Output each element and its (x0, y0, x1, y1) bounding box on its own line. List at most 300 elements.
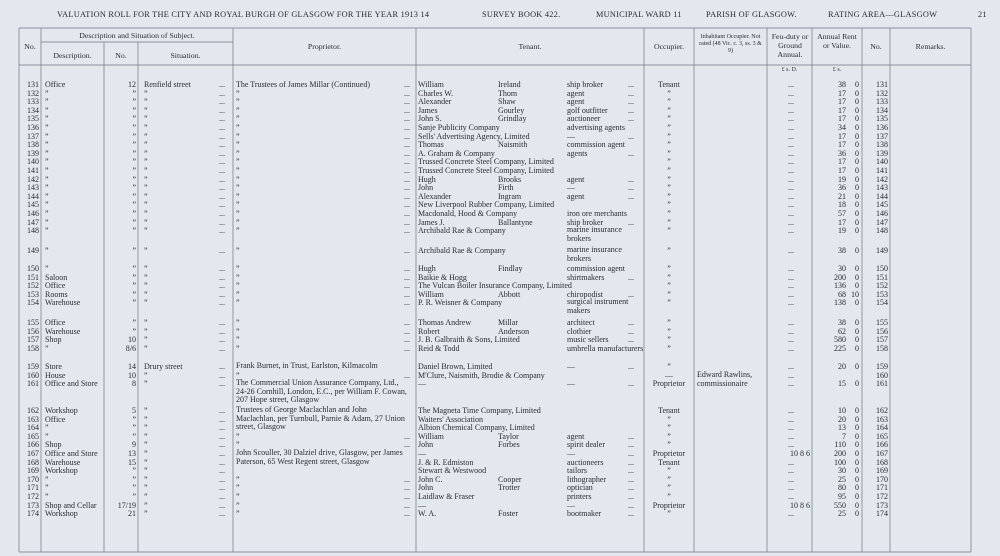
entry-leader-dots: ... (219, 114, 225, 124)
entry-tenant-surname: Shaw (498, 97, 516, 107)
entry-tenant-name: J. & R. Edmiston (418, 457, 474, 467)
entry-number-right: 166 (876, 440, 888, 450)
entry-number-right: 149 (876, 246, 888, 255)
entry-situation: ” (144, 379, 148, 389)
entry-leader-dots: ... (404, 509, 410, 519)
col-header-no: No. (24, 42, 36, 51)
entry-number-right: 131 (876, 80, 888, 89)
entry-tenant-surname: Millar (498, 318, 518, 327)
entry-number: 158 (27, 343, 39, 353)
entry-street-number: ” (132, 272, 136, 282)
entry-tenant-name: Sells' Advertising Agency, Limited (418, 131, 530, 141)
entry-situation: ” (144, 466, 148, 476)
entry-number: 140 (27, 157, 39, 167)
entry-leader-dots: ... (628, 431, 634, 441)
entry-rent-shillings: 0 (855, 80, 859, 89)
entry-rent-shillings: 0 (855, 131, 859, 141)
entry-leader-dots: ... (404, 343, 410, 353)
entry-number: 170 (27, 474, 39, 484)
entry-situation: ” (144, 97, 148, 107)
entry-occupier: ” (667, 148, 671, 158)
entry-number-right: 154 (876, 298, 888, 308)
entry-number: 149 (27, 246, 39, 255)
entry-number: 159 (27, 362, 39, 371)
feu-leader-dots: ... (788, 226, 794, 236)
entry-proprietor: ” (236, 272, 240, 282)
feu-leader-dots: ... (788, 457, 794, 467)
entry-occupier: ” (667, 272, 671, 282)
entry-street-number: ” (132, 148, 136, 158)
entry-occupier: Proprietor (652, 500, 686, 510)
entry-number-right: 142 (876, 174, 888, 184)
entry-tenant-trade: advertising agents (567, 123, 625, 132)
entry-proprietor: ” (236, 174, 240, 184)
entry-number: 174 (27, 509, 39, 519)
entry-number-right: 169 (876, 466, 888, 476)
entry-rent-shillings: 0 (855, 474, 859, 484)
entry-leader-dots: ... (404, 97, 410, 107)
entry-description: ” (45, 174, 49, 184)
entry-situation: ” (144, 200, 148, 210)
entry-occupier: ” (667, 492, 671, 501)
entry-leader-dots: ... (404, 183, 410, 193)
entry-tenant-trade: marine insurance brokers (567, 225, 622, 243)
entry-tenant-name: Alexander (418, 191, 452, 201)
entry-number-right: 146 (876, 209, 888, 218)
entry-proprietor: ” (236, 226, 240, 236)
feu-leader-dots: ... (788, 131, 794, 141)
entry-tenant-trade: agent (567, 88, 585, 98)
entry-number: 168 (27, 457, 39, 467)
entry-occupier: ” (667, 166, 671, 175)
entry-street-number: 5 (132, 406, 136, 415)
entry-feu-duty: 10 8 6 (790, 500, 810, 510)
entry-number-right: 173 (876, 500, 888, 510)
entry-description: Workshop (45, 466, 78, 476)
entry-rent-shillings: 0 (855, 123, 859, 132)
entry-description: ” (45, 343, 49, 353)
entry-leader-dots: ... (404, 131, 410, 141)
feu-leader-dots: ... (788, 466, 794, 476)
entry-number: 173 (27, 500, 39, 510)
entry-occupier: ” (667, 343, 671, 353)
entry-leader-dots: ... (404, 318, 410, 327)
entry-situation: ” (144, 131, 148, 141)
col-header-number: No. (115, 51, 127, 60)
entry-situation: ” (144, 226, 148, 236)
entry-leader-dots: ... (219, 191, 225, 201)
entry-tenant-name: John C. (418, 474, 443, 484)
entry-number-right: 136 (876, 123, 888, 132)
entry-occupier: ” (667, 246, 671, 255)
municipal-ward: MUNICIPAL WARD 11 (596, 10, 682, 19)
entry-leader-dots: ... (219, 166, 225, 175)
feu-leader-dots: ... (788, 140, 794, 150)
entry-rent-pounds: 136 (834, 281, 846, 291)
entry-street-number: ” (132, 88, 136, 98)
entry-tenant-trade: agent (567, 174, 585, 184)
entry-street-number: 8 (132, 379, 136, 389)
entry-tenant-trade: chiropodist (567, 289, 603, 299)
entry-tenant-surname: Forbes (498, 440, 520, 450)
entry-street-number: 17/19 (117, 500, 136, 510)
rating-area: RATING AREA—GLASGOW (828, 10, 938, 19)
entry-rent-shillings: 0 (855, 440, 859, 450)
entry-street-number: ” (132, 200, 136, 210)
entry-tenant-surname: Grindlay (498, 114, 527, 124)
entry-leader-dots: ... (404, 246, 410, 255)
entry-description: Store (45, 362, 62, 371)
entry-description: Office (45, 414, 66, 424)
entry-tenant-name: Sanje Publicity Company (418, 123, 500, 132)
entry-tenant-name: John (418, 483, 434, 493)
entry-proprietor: ” (236, 483, 240, 493)
entry-rent-shillings: 0 (855, 492, 859, 501)
entry-description: Rooms (45, 289, 68, 299)
entry-street-number: 15 (128, 457, 136, 467)
entry-tenant-trade: printers (567, 492, 592, 501)
entry-proprietor: ” (236, 440, 240, 450)
entry-rent-pounds: 200 (834, 449, 846, 458)
entry-number: 135 (27, 114, 39, 124)
entry-occupier: ” (667, 318, 671, 327)
feu-leader-dots: ... (788, 123, 794, 132)
entry-number: 165 (27, 431, 39, 441)
entry-rent-pounds: 17 (838, 131, 846, 141)
entry-rent-pounds: 20 (838, 362, 846, 371)
entry-tenant-name: J. B. Galbraith & Sons, Limited (418, 335, 520, 345)
entry-tenant-name: Charles W. (418, 88, 454, 98)
entry-rent-pounds: 13 (838, 423, 846, 433)
entry-description: ” (45, 217, 49, 227)
entry-tenant-name: James (418, 105, 438, 115)
entry-rent-pounds: 30 (838, 264, 846, 273)
entry-proprietor: ” (236, 123, 240, 132)
entry-number-right: 133 (876, 97, 888, 107)
entry-description: ” (45, 483, 49, 493)
entry-rent-shillings: 0 (855, 326, 859, 336)
entry-rent-pounds: 38 (838, 318, 846, 327)
entry-rent-shillings: 0 (855, 246, 859, 255)
entry-leader-dots: ... (219, 200, 225, 210)
entry-number-right: 153 (876, 289, 888, 299)
entry-rent-pounds: 20 (838, 414, 846, 424)
entry-situation: ” (144, 449, 148, 458)
entry-occupier: ” (667, 264, 671, 273)
entry-tenant-trade: — (567, 362, 575, 371)
entry-leader-dots: ... (628, 289, 634, 299)
entry-rent-pounds: 36 (838, 148, 846, 158)
entry-situation: ” (144, 183, 148, 193)
entry-proprietor: ” (236, 157, 240, 167)
entry-leader-dots: ... (628, 440, 634, 450)
entry-description: ” (45, 264, 49, 273)
entry-rent-shillings: 0 (855, 272, 859, 282)
entry-description: ” (45, 209, 49, 218)
entry-number-right: 156 (876, 326, 888, 336)
entry-number-right: 140 (876, 157, 888, 167)
entry-number: 134 (27, 105, 39, 115)
entry-tenant-trade: — (567, 449, 575, 458)
entry-tenant-surname: Taylor (498, 431, 519, 441)
entry-leader-dots: ... (404, 200, 410, 210)
entry-rent-shillings: 0 (855, 200, 859, 210)
entry-situation: ” (144, 174, 148, 184)
entry-leader-dots: ... (219, 362, 225, 371)
entry-occupier: ” (667, 289, 671, 299)
entry-description: ” (45, 166, 49, 175)
feu-leader-dots: ... (788, 483, 794, 493)
entry-situation: ” (144, 105, 148, 115)
entry-proprietor: ” (236, 200, 240, 210)
entry-tenant-trade: shirtmakers (567, 272, 605, 282)
entry-leader-dots: ... (219, 217, 225, 227)
entry-leader-dots: ... (219, 318, 225, 327)
entry-tenant-name: A. Graham & Company (418, 148, 495, 158)
entry-tenant-trade: commission agent (567, 140, 625, 150)
entry-number-right: 143 (876, 183, 888, 193)
col-header-feu: Feu-duty or Ground Annual. (771, 32, 809, 59)
entry-rent-pounds: 17 (838, 157, 846, 167)
entry-situation: ” (144, 509, 148, 519)
entry-leader-dots: ... (628, 148, 634, 158)
entry-description: Office (45, 281, 66, 291)
entry-occupier: ” (667, 217, 671, 227)
entry-number-right: 167 (876, 449, 888, 458)
entry-rent-shillings: 0 (855, 318, 859, 327)
entry-tenant-trade: agent (567, 191, 585, 201)
entry-tenant-surname: Gourley (498, 105, 525, 115)
entry-situation: Renfield street (144, 80, 191, 89)
entry-tenant-name: William (418, 289, 444, 299)
entry-description: ” (45, 246, 49, 255)
entry-rent-pounds: 17 (838, 140, 846, 150)
entry-leader-dots: ... (219, 289, 225, 299)
entry-description: ” (45, 105, 49, 115)
entry-rent-pounds: 36 (838, 183, 846, 193)
entry-leader-dots: ... (628, 131, 634, 141)
entry-street-number: 13 (128, 449, 136, 458)
entry-number: 167 (27, 449, 39, 458)
entry-leader-dots: ... (219, 140, 225, 150)
entry-rent-pounds: 19 (838, 226, 846, 236)
entry-situation: ” (144, 318, 148, 327)
entry-situation: ” (144, 423, 148, 433)
entry-leader-dots: ... (219, 97, 225, 107)
entry-number-right: 151 (876, 272, 888, 282)
entry-situation: ” (144, 440, 148, 450)
entry-leader-dots: ... (628, 457, 634, 467)
entry-number: 163 (27, 414, 39, 424)
entry-description: Shop (45, 335, 62, 345)
entry-description: Shop (45, 440, 62, 450)
entry-number-right: 139 (876, 148, 888, 158)
feu-leader-dots: ... (788, 174, 794, 184)
entry-tenant-name: Thomas Andrew (418, 318, 472, 327)
feu-leader-dots: ... (788, 272, 794, 282)
feu-leader-dots: ... (788, 423, 794, 433)
entry-leader-dots: ... (219, 281, 225, 291)
entry-rent-pounds: 17 (838, 105, 846, 115)
feu-leader-dots: ... (788, 97, 794, 107)
entry-proprietor: The Trustees of James Millar (Continued) (236, 80, 370, 89)
entry-tenant-trade: golf outfitter (567, 105, 608, 115)
entry-leader-dots: ... (628, 474, 634, 484)
entry-leader-dots: ... (219, 335, 225, 345)
entry-leader-dots: ... (404, 335, 410, 345)
entry-occupier: ” (667, 362, 671, 371)
entry-street-number: ” (132, 123, 136, 132)
entry-tenant-name: Stewart & Westwood (418, 466, 487, 476)
entry-situation: ” (144, 123, 148, 132)
entry-leader-dots: ... (404, 281, 410, 291)
entry-rent-shillings: 0 (855, 114, 859, 124)
entry-rent-shillings: 0 (855, 449, 859, 458)
entry-proprietor: ” (236, 148, 240, 158)
entry-number-right: 165 (876, 431, 888, 441)
entry-occupier: — (665, 370, 673, 380)
entry-leader-dots: ... (219, 246, 225, 255)
entry-street-number: ” (132, 298, 136, 308)
entry-proprietor: ” (236, 326, 240, 336)
entry-tenant-name: W. A. (418, 509, 437, 519)
entry-tenant-name: Hugh (418, 264, 436, 273)
entry-tenant-trade: ship broker (567, 80, 604, 89)
entry-rent-pounds: 19 (838, 174, 846, 184)
entry-street-number: ” (132, 114, 136, 124)
entry-tenant-name: — (418, 449, 426, 458)
entry-tenant-trade: clothier (567, 326, 592, 336)
entry-situation: ” (144, 414, 148, 424)
entry-proprietor: Trustees of George Maclachlan and John Maclachlan, per Turnbull, Parnie & Adam, 27 Union street, Glasgow (236, 405, 405, 431)
entry-description: Office and Store (45, 379, 98, 389)
entry-situation: ” (144, 148, 148, 158)
entry-number: 157 (27, 335, 39, 345)
entry-leader-dots: ... (404, 105, 410, 115)
entry-leader-dots: ... (404, 140, 410, 150)
entry-situation: ” (144, 166, 148, 175)
entry-street-number: ” (132, 105, 136, 115)
entry-rent-shillings: 0 (855, 335, 859, 345)
entry-description: Shop and Cellar (45, 500, 97, 510)
entry-description: ” (45, 183, 49, 193)
entry-tenant-name: — (418, 500, 426, 510)
entry-tenant-name: Baikie & Hogg (418, 272, 467, 282)
entry-number: 160 (27, 370, 39, 380)
entry-proprietor: ” (236, 289, 240, 299)
entry-description: ” (45, 97, 49, 107)
entry-occupier: ” (667, 183, 671, 193)
entry-leader-dots: ... (219, 492, 225, 501)
entry-street-number: ” (132, 431, 136, 441)
feu-leader-dots: ... (788, 209, 794, 218)
feu-leader-dots: ... (788, 431, 794, 441)
entry-leader-dots: ... (219, 148, 225, 158)
entry-tenant-surname: Anderson (498, 326, 530, 336)
entry-tenant-surname: Foster (498, 509, 518, 519)
entry-tenant-name: New Liverpool Rubber Company, Limited (418, 200, 555, 210)
feu-leader-dots: ... (788, 264, 794, 273)
col-header-tenant: Tenant. (518, 42, 542, 51)
col-header-desc-group: Description and Situation of Subject. (79, 31, 195, 40)
entry-occupier: ” (667, 440, 671, 450)
entry-rent-shillings: 0 (855, 509, 859, 519)
entry-number-right: 150 (876, 264, 888, 273)
entry-description: ” (45, 226, 49, 236)
entry-number-right: 161 (876, 379, 888, 389)
entry-tenant-trade: agent (567, 431, 585, 441)
feu-leader-dots: ... (788, 80, 794, 89)
entry-rent-pounds: 10 (838, 406, 846, 415)
entry-leader-dots: ... (404, 80, 410, 89)
entry-leader-dots: ... (219, 457, 225, 467)
feu-leader-dots: ... (788, 88, 794, 98)
entry-street-number: ” (132, 423, 136, 433)
entry-number: 148 (27, 226, 39, 236)
entry-rent-pounds: 15 (838, 379, 846, 389)
entry-number-right: 138 (876, 140, 888, 150)
entry-number: 152 (27, 281, 39, 291)
entry-rent-pounds: 38 (838, 246, 846, 255)
entry-tenant-name: Albion Chemical Company, Limited (418, 423, 535, 433)
entry-leader-dots: ... (628, 500, 634, 510)
entry-rent-shillings: 0 (855, 431, 859, 441)
entry-leader-dots: ... (404, 217, 410, 227)
entry-rent-shillings: 0 (855, 183, 859, 193)
entry-number-right: 162 (876, 406, 888, 415)
entry-street-number: ” (132, 191, 136, 201)
entry-occupier: ” (667, 140, 671, 150)
entry-situation: ” (144, 483, 148, 493)
entry-leader-dots: ... (404, 272, 410, 282)
entry-proprietor: ” (236, 88, 240, 98)
entry-street-number: ” (132, 226, 136, 236)
entry-situation: ” (144, 140, 148, 150)
entry-number-right: 170 (876, 474, 888, 484)
entry-leader-dots: ... (404, 492, 410, 501)
entry-number: 162 (27, 406, 39, 415)
col-header-no-right: No. (870, 42, 882, 51)
entry-occupier: ” (667, 226, 671, 236)
entry-street-number: ” (132, 97, 136, 107)
entry-rent-shillings: 0 (855, 174, 859, 184)
entry-tenant-trade: — (567, 183, 575, 193)
feu-leader-dots: ... (788, 114, 794, 124)
entry-rent-pounds: 21 (838, 191, 846, 201)
feu-leader-dots: ... (788, 343, 794, 353)
entry-rent-shillings: 0 (855, 414, 859, 424)
entry-number: 139 (27, 148, 39, 158)
entry-street-number: ” (132, 474, 136, 484)
entry-leader-dots: ... (628, 492, 634, 501)
entry-number-right: 160 (876, 370, 888, 380)
entry-leader-dots: ... (404, 474, 410, 484)
entry-leader-dots: ... (219, 406, 225, 415)
feu-leader-dots: ... (788, 326, 794, 336)
entry-rent-shillings: 0 (855, 105, 859, 115)
entry-number: 141 (27, 166, 39, 175)
entry-number-right: 155 (876, 318, 888, 327)
entry-leader-dots: ... (404, 114, 410, 124)
entry-leader-dots: ... (628, 449, 634, 458)
col-header-description: Description. (53, 51, 92, 60)
entry-rent-shillings: 0 (855, 298, 859, 308)
entry-rent-shillings: 0 (855, 281, 859, 291)
entry-proprietor: ” (236, 370, 240, 380)
entry-tenant-name: The Vulcan Boiler Insurance Company, Limited (418, 281, 572, 291)
entry-number-right: 147 (876, 217, 888, 227)
remark-note: Edward Rawlins, commissionaire (697, 370, 753, 388)
